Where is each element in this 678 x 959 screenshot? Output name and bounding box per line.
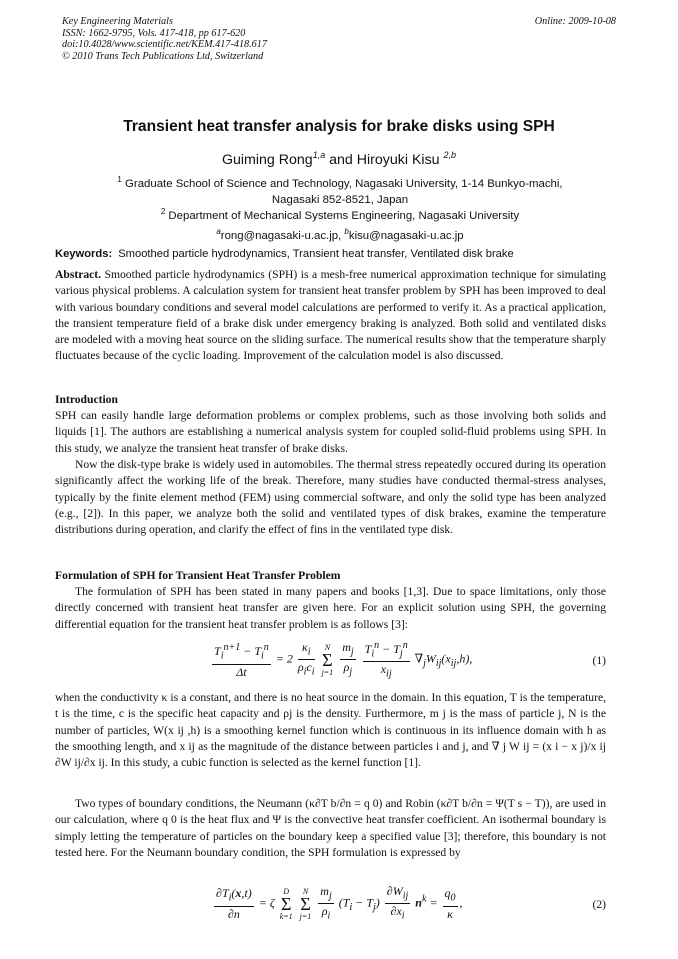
equation-2: [0, 884, 678, 928]
abstract-text: Smoothed particle hydrodynamics (SPH) is a mesh-free numerical approximation technique for simulating various physical problems. A calculation system for transient heat transfer problem by SPH has been improved to deal with various boundary conditions and several model calculations are performed to verify it. As a practical application, the transient temperature field of a brake disk under emergency braking is analyzed. Both solid and ventilated disks are modeled with a moving heat source on the sliding surface. The numerical results show that the temperature sharply fluctuates because of the cyclic loading. Improvement of the calculation model is also discussed.: [55, 268, 606, 363]
author-line: [0, 150, 678, 168]
affil-2-line-1: Department of Mechanical Systems Engineering, Nagasaki University: [165, 210, 520, 222]
email-a-mark: a: [216, 227, 221, 236]
online-date: Online: 2009-10-08: [534, 16, 616, 27]
equation-1-formula: $\frac{T_i^{n+1} - T_i^n}{\Delta t}$ = 2 $\frac{\kappa_i}{\rho_ic_i}$ N Σ j=1 $\frac{m_j}{\rho_j}$ $\frac{T_i^n - T_j^n}{x_{ij}}$ $\nabla_jW_{ij}(x_{ij},h)$,: [214, 640, 473, 680]
author-and: and: [325, 152, 357, 168]
affil-1-mark: 1: [117, 175, 122, 184]
author-2: Hiroyuki Kisu: [356, 152, 444, 168]
affiliation-2: [60, 204, 620, 244]
intro-paragraph-1: SPH can easily handle large deformation problems or complex problems, such as those involving both solids and liquids [1]. The authors are establishing a numerical analysis system for coupled solid-fluid problems using SPH. In this study, we analyze the transient heat transfer of brake disks.: [55, 409, 606, 455]
introduction-heading: Introduction: [55, 393, 118, 406]
keywords-label: Keywords:: [55, 248, 113, 260]
formulation-paragraph-3: Two types of boundary conditions, the Neumann (κ∂T b/∂n = q 0) and Robin (κ∂T b/∂n = Ψ(T s − T)), are used in our calculation, where q 0 is the heat flux and Ψ is the convective heat transfer coefficient. An isothermal boundary is simply letting the temperature of particles on the boundary keep a specified value [3]; therefore, this boundary is not tested here. For the Neumann boundary condition, the SPH formulation is expressed by: [55, 797, 606, 859]
keywords: [55, 248, 514, 260]
formulation-heading: Formulation of SPH for Transient Heat Transfer Problem: [55, 569, 341, 582]
formulation-paragraph-2a: when the conductivity κ is a constant, and there is no heat source in the domain. In this equation, T is the temperature, t is the time, c is the specific heat capacity and ρ: [55, 691, 606, 721]
formulation-paragraph-2: [55, 690, 606, 771]
equation-1-number: (1): [592, 654, 606, 667]
issn-line: ISSN: 1662-9795, Vols. 417-418, pp 617-620: [62, 27, 246, 39]
author-2-affil: 2,b: [443, 150, 457, 160]
abstract-label: Abstract.: [55, 268, 102, 281]
email-a: rong@nagasaki-u.ac.jp,: [220, 230, 345, 242]
affil-2-mark: 2: [160, 207, 166, 216]
journal-header: [62, 16, 616, 62]
keywords-text: Smoothed particle hydrodynamics, Transient heat transfer, Ventilated disk brake: [118, 248, 514, 260]
equation-2-formula: $\frac{\partial T_i(x,t)}{\partial n}$ = ζ D Σ k=1 N Σ j=1 $\frac{m_j}{\rho_i}$ $(T_i - T_j)$ $\frac{\partial W_{ij}}{\partial x_i}$ $n^k$ = $\frac{q_0}{\kappa}$ ,: [216, 884, 463, 922]
affil-1-line-1: Graduate School of Science and Technology, Nagasaki University, 1-14 Bunkyo-machi,: [121, 178, 563, 190]
formulation-paragraph-1: The formulation of SPH has been stated in many papers and books [1,3]. Due to space limitations, only those directly concerned with transient heat transfer are given here. For an explicit solution using SPH, the governing differential equation for the transient heat transfer problem is as follows [3]:: [55, 585, 606, 631]
email-b-mark: b: [344, 227, 349, 236]
affiliation-1: [60, 172, 620, 208]
affil-1-line-2: Nagasaki 852-8521, Japan: [271, 194, 409, 206]
paper-title: Transient heat transfer analysis for brake disks using SPH: [123, 118, 555, 135]
author-1-affil: 1,a: [312, 150, 326, 160]
doi-line: doi:10.4028/www.scientific.net/KEM.417-418.617: [62, 39, 267, 50]
equation-2-number: (2): [592, 898, 606, 911]
intro-paragraph-2: Now the disk-type brake is widely used in automobiles. The thermal stress repeatedly occured during its operation significantly affect the working life of the break. Therefore, many studies have conducted thermal-stress analyses, typically by the finite element method (FEM) using commercial software, and only the solid type has been analyzed (e.g., [2]). In this paper, we analyze both the solid and ventilated types of disk brakes, examine the temperature distributions during operation, and clarify the effect of fins in the ventilated type disk.: [55, 458, 606, 537]
journal-name: Key Engineering Materials: [62, 16, 173, 27]
abstract: [55, 267, 606, 365]
formulation-paragraph-2b: j is the density. Furthermore, m j is the mass of particle j, N is the number of particles, W(x ij ,h) is a smoothing kernel function which is continuous in its influence domain with h as the smoothing length, and x ij as the magnitude of the distance between particles i and j, and ∇ j W ij = (x i − x j)/x ij ∂W ij/∂x ij. In this study, a cubic function is selected as the kernel function [1].: [55, 707, 606, 770]
equation-1: [0, 638, 678, 684]
author-1: Guiming Rong: [221, 152, 313, 168]
email-b: kisu@nagasaki-u.ac.jp: [348, 230, 464, 242]
copyright-line: © 2010 Trans Tech Publications Ltd, Switzerland: [62, 50, 264, 62]
